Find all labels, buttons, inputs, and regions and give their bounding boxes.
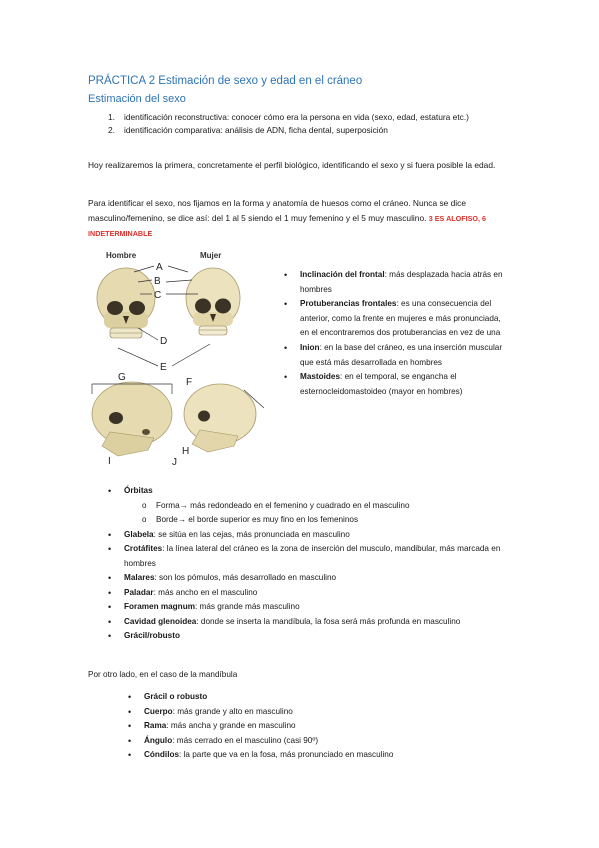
list-item: • Grácil/robusto [106,629,506,644]
list-item: • Órbitas o Forma→ más redondeado en el femenino y cuadrado en el masculino o Borde→ el borde superior es muy fino en los femeninos [106,484,506,528]
list-item: • Cavidad glenoidea: donde se inserta la mandíbula, la fosa será más profunda en masculino [106,615,506,630]
section-heading: Estimación del sexo [88,93,186,105]
intro-paragraph: Hoy realizaremos la primera, concretamente el perfil biológico, identificando el sexo y si fuera posible la edad. [88,160,496,170]
mandible-intro: Por otro lado, en el caso de la mandíbula [88,670,238,679]
list-item: • Rama: más ancha y grande en masculino [126,719,506,734]
mandible-list [126,690,506,763]
page-title: PRÁCTICA 2 Estimación de sexo y edad en el cráneo [88,75,363,87]
list-item: • Ángulo: más cerrado en el masculino (casi 90º) [126,734,506,749]
sub-item: o Forma→ más redondeado en el femenino y cuadrado en el masculino [142,499,506,514]
list-item: • Paladar: más ancho en el masculino [106,586,506,601]
letter-c: C [154,290,162,301]
list-item: • Inclinación del frontal: más desplazada hacia atrás en hombres [282,268,512,297]
sub-item: o Borde→ el borde superior es muy fino en los femeninos [142,513,506,528]
list-item: • Cóndilos: la parte que va en la fosa, más pronunciado en masculino [126,748,506,763]
list-item: 2. identificación comparativa: análisis de ADN, ficha dental, superposición [108,125,388,136]
letter-i: I [108,456,111,467]
list-item: • Crotáfites: la línea lateral del cráneo es la zona de inserción del musculo, mandibular, más marcada en hombres [106,542,506,571]
letter-h: H [182,446,190,457]
list-item: • Inion: en la base del cráneo, es una inserción muscular que está más desarrollada en hombres [282,341,512,370]
sex-paragraph: Para identificar el sexo, nos fijamos en la forma y anatomía de huesos como el cráneo. Nunca se dice masculino/femenino, se dice así: del 1 al 5 siendo el 1 muy femenino y el 5 muy masculino. 3 ES ALOFISO, 6 INDETERMINABLE [88,198,487,238]
list-item: • Grácil o robusto [126,690,506,705]
list-item: 1. identificación reconstructiva: conocer cómo era la persona en vida (sexo, edad, estatura etc.) [108,112,469,122]
list-item-text: identificación reconstructiva: conocer cómo era la persona en vida (sexo, edad, estatura etc.) [124,112,469,122]
letter-d: D [160,336,168,347]
letter-g: G [118,372,126,383]
list-item: • Mastoides: en el temporal, se engancha el esternocleidomastoideo (mayor en hombres) [282,370,512,399]
skull-figure [88,246,270,470]
list-item: • Cuerpo: más grande y alto en masculino [126,705,506,720]
letter-j: J [172,457,177,468]
letter-a: A [156,262,163,273]
orbitas-sublist [124,499,506,528]
scale-note: 3 ES ALOFISO, 6 INDETERMINABLE [88,213,487,238]
list-item: • Protuberancias frontales: es una consecuencia del anterior, como la frente en mujeres e más pronunciada, en el encontraremos dos protuberancias en vez de una [282,297,512,341]
list-item: • Foramen magnum: más grande más masculino [106,600,506,615]
skull-features-list [282,268,512,399]
list-item-text: identificación comparativa: análisis de ADN, ficha dental, superposición [124,125,388,136]
letter-e: E [160,362,167,373]
letter-b: B [154,276,161,287]
cranium-list [106,484,506,644]
letter-f: F [186,377,193,388]
list-item: • Glabela: se sitúa en las cejas, más pronunciada en masculino [106,528,506,543]
identification-list [108,111,498,137]
label-female: Mujer [200,251,222,260]
list-item: • Malares: son los pómulos, más desarrollado en masculino [106,571,506,586]
label-male: Hombre [106,251,137,260]
